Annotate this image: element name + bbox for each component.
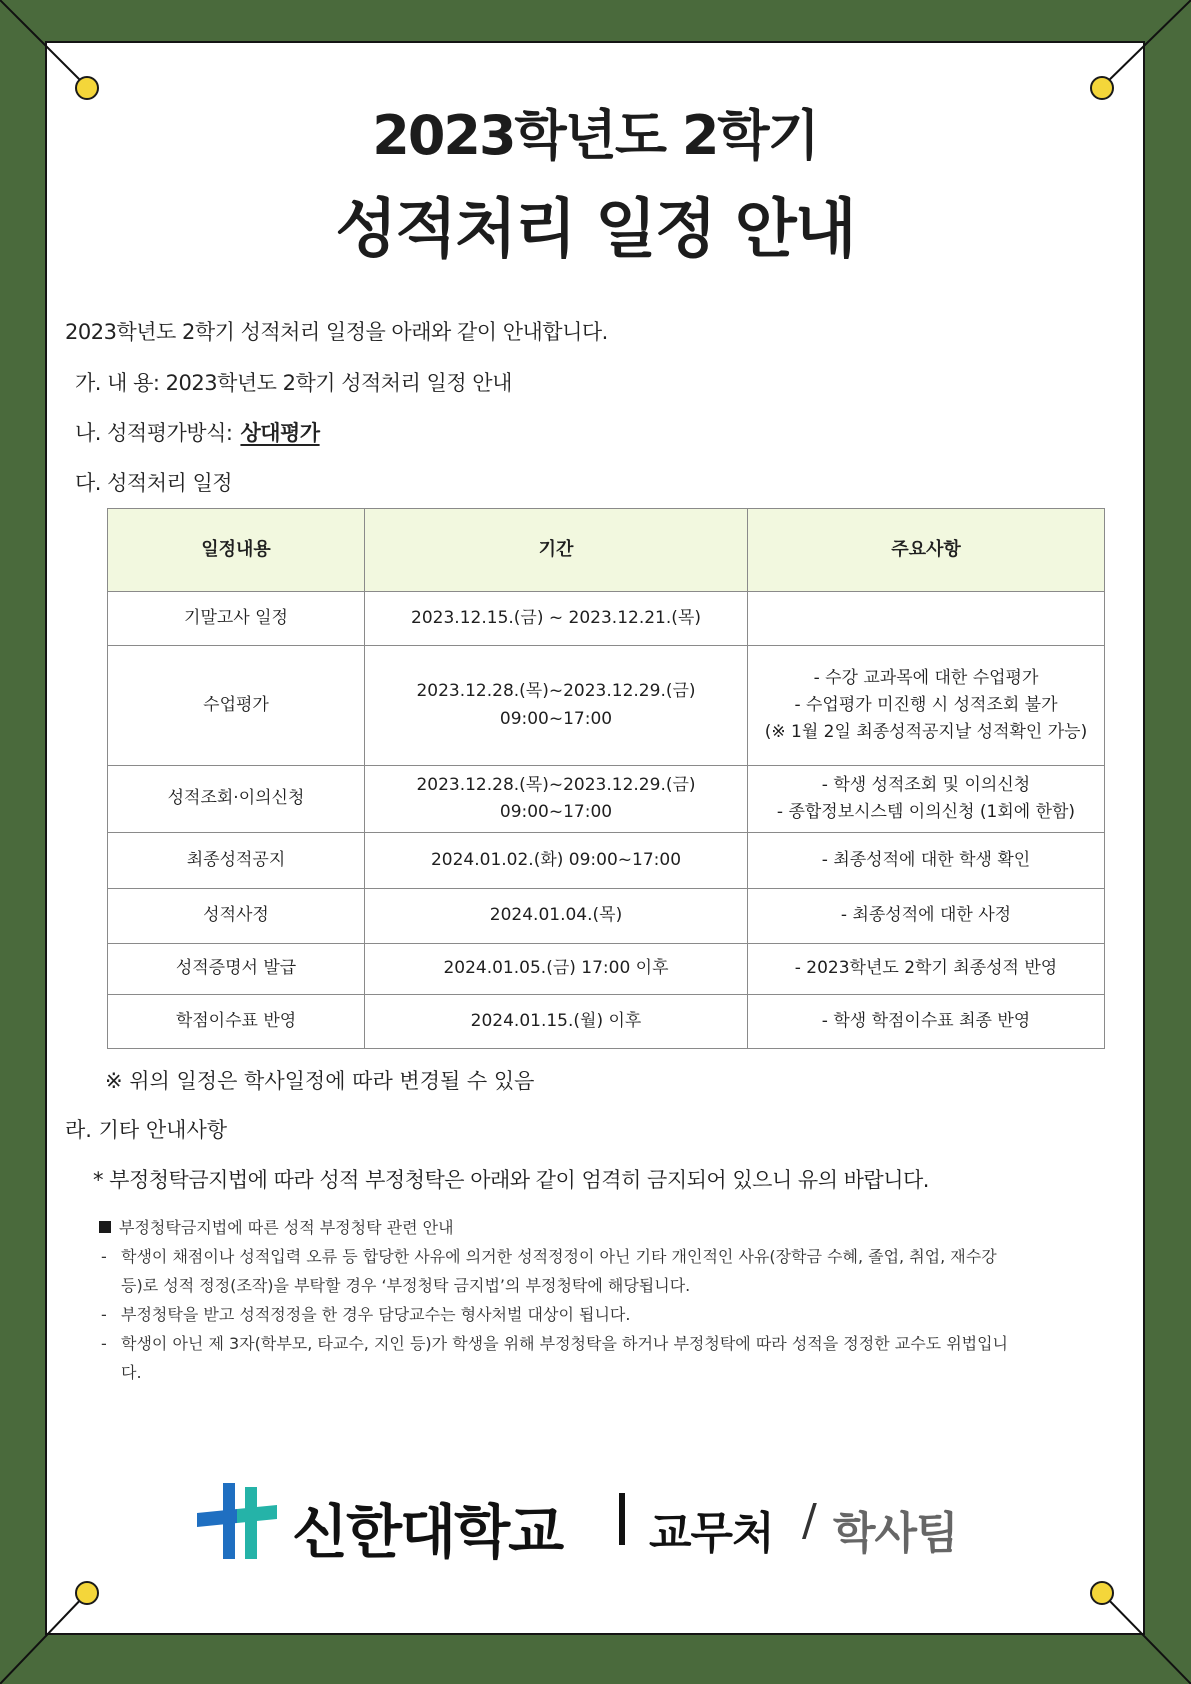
anti-graft-warning: * 부정청탁금지법에 따라 성적 부정청탁은 아래와 같이 엄격히 금지되어 있으니 유의 바랍니다. <box>93 1168 929 1192</box>
list-item: - 학생이 아닌 제 3자(학부모, 타교수, 지인 등)가 학생을 위해 부정청탁을 하거나 부정청탁에 따라 성적을 정정한 교수도 위법입니다. <box>99 1329 1019 1387</box>
title-line-2: 성적처리 일정 안내 <box>335 193 855 267</box>
row-period: 2024.01.05.(금) 17:00 이후 <box>365 944 748 995</box>
grade-method-value: 상대평가 <box>240 421 320 445</box>
header-schedule: 일정내용 <box>108 509 365 592</box>
table-row <box>108 995 1105 1049</box>
row-period: 2024.01.04.(목) <box>365 889 748 944</box>
intro-text: 2023학년도 2학기 성적처리 일정을 아래와 같이 안내합니다. <box>65 320 608 344</box>
notice-sheet <box>45 41 1145 1635</box>
team-name: 학사팀 <box>833 1508 958 1559</box>
university-name: 신한대학교 <box>292 1498 563 1566</box>
row-period: 2023.12.28.(목)~2023.12.29.(금) 09:00~17:00 <box>365 646 748 766</box>
row-notes: - 학생 학점이수표 최종 반영 <box>748 995 1105 1049</box>
table-row <box>108 944 1105 995</box>
table-row <box>108 646 1105 766</box>
black-square-icon <box>99 1221 111 1233</box>
row-notes: - 최종성적에 대한 사정 <box>748 889 1105 944</box>
row-notes <box>748 592 1105 646</box>
table-row <box>108 833 1105 889</box>
row-name: 성적사정 <box>108 889 365 944</box>
anti-graft-bullets <box>99 1242 1019 1387</box>
table-row <box>108 592 1105 646</box>
item-ga: 가. 내 용: 2023학년도 2학기 성적처리 일정 안내 <box>75 371 512 395</box>
item-na <box>75 417 320 447</box>
section-other-info: 라. 기타 안내사항 <box>65 1118 228 1142</box>
schedule-change-note: ※ 위의 일정은 학사일정에 따라 변경될 수 있음 <box>105 1069 535 1093</box>
header-notes: 주요사항 <box>748 509 1105 592</box>
row-name: 최종성적공지 <box>108 833 365 889</box>
list-item: - 학생이 채점이나 성적입력 오류 등 합당한 사유에 의거한 성적정정이 아닌 기타 개인적인 사유(장학금 수혜, 졸업, 취업, 재수강 등)로 성적 정정(조작)을 부탁할 경우 ‘부정청탁 금지법’의 부정청탁에 해당됩니다. <box>99 1242 1019 1300</box>
logo-slash: / <box>802 1495 817 1546</box>
title-line-1: 2023학년도 2학기 <box>372 104 818 167</box>
row-period: 2024.01.15.(월) 이후 <box>365 995 748 1049</box>
row-period: 2023.12.15.(금) ~ 2023.12.21.(목) <box>365 592 748 646</box>
table-row <box>108 889 1105 944</box>
header-period: 기간 <box>365 509 748 592</box>
row-notes: - 2023학년도 2학기 최종성적 반영 <box>748 944 1105 995</box>
item-na-label: 나. 성적평가방식: <box>75 421 233 445</box>
schedule-table <box>107 508 1105 1049</box>
row-period: 2024.01.02.(화) 09:00~17:00 <box>365 833 748 889</box>
item-da: 다. 성적처리 일정 <box>75 471 233 495</box>
row-name: 성적증명서 발급 <box>108 944 365 995</box>
list-item: - 부정청탁을 받고 성적정정을 한 경우 담당교수는 형사처벌 대상이 됩니다. <box>99 1300 1019 1329</box>
row-name: 수업평가 <box>108 646 365 766</box>
row-notes: - 학생 성적조회 및 이의신청 - 종합정보시스템 이의신청 (1회에 한함) <box>748 766 1105 833</box>
table-header-row <box>108 509 1105 592</box>
office-name: 교무처 <box>649 1508 774 1559</box>
row-notes: - 최종성적에 대한 학생 확인 <box>748 833 1105 889</box>
row-name: 학점이수표 반영 <box>108 995 365 1049</box>
logo-divider <box>619 1493 625 1545</box>
footer-logo <box>197 1483 997 1566</box>
shinhan-university-emblem-icon <box>197 1483 277 1559</box>
row-notes: - 수강 교과목에 대한 수업평가 - 수업평가 미진행 시 성적조회 불가 (※ 1월 2일 최종성적공지날 성적확인 가능) <box>748 646 1105 766</box>
row-period: 2023.12.28.(목)~2023.12.29.(금) 09:00~17:00 <box>365 766 748 833</box>
anti-graft-box-title: 부정청탁금지법에 따른 성적 부정청탁 관련 안내 <box>99 1215 454 1238</box>
row-name: 기말고사 일정 <box>108 592 365 646</box>
table-row <box>108 766 1105 833</box>
row-name: 성적조회·이의신청 <box>108 766 365 833</box>
